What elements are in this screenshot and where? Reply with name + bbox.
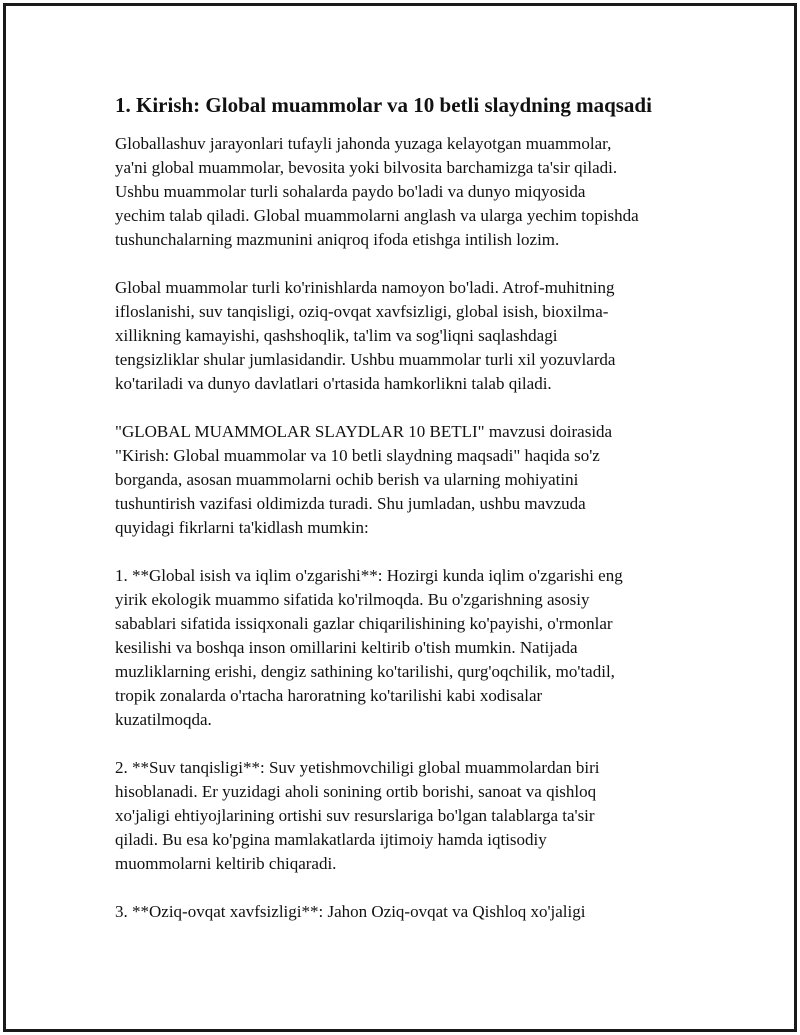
list-item-global-warming: 1. **Global isish va iqlim o'zgarishi**: Hozirgi kunda iqlim o'zgarishi eng yirik ekologik muammo sifatida ko'rilmoqda. Bu o'zgarishning asosiy sabablari sifatida issiqxonali gazlar chiqarilishining ko'payishi, o'rmonlar kesilishi va boshqa inson omillarini keltirib o'tish mumkin. Natijada muzliklarning erishi, dengiz sathining ko'tarilishi, qurg'oqchilik, mo'tadil, tropik zonalarda o'rtacha haroratning ko'tarilishi kabi xodisalar kuzatilmoqda. [115,566,623,729]
paragraph-intro: Globallashuv jarayonlari tufayli jahonda yuzaga kelayotgan muammolar, ya'ni global muammolar, bevosita yoki bilvosita barchamizga ta'sir qiladi. Ushbu muammolar turli sohalarda paydo bo'ladi va dunyo miqyosida yechim talab qiladi. Global muammolarni anglash va ularga yechim topishda tushunchalarning mazmunini aniqroq ifoda etishga intilish lozim. [115,134,639,249]
paragraph-topic: "GLOBAL MUAMMOLAR SLAYDLAR 10 BETLI" mavzusi doirasida "Kirish: Global muammolar va 10 betli slaydning maqsadi" haqida so'z borganda, asosan muammolarni ochib berish va ularning mohiyatini tushuntirish vazifasi oldimizda turadi. Shu jumladan, ushbu mavzuda quyidagi fikrlarni ta'kidlash mumkin: [115,422,613,537]
document-body [115,92,695,948]
document-title: 1. Kirish: Global muammolar va 10 betli slaydning maqsadi [115,93,652,117]
list-item-water-scarcity: 2. **Suv tanqisligi**: Suv yetishmovchiligi global muammolardan biri hisoblanadi. Er yuzidagi aholi sonining ortib borishi, sanoat va qishloq xo'jaligi ehtiyojlarining ortishi suv resurslariga bo'lgan talablarga ta'sir qiladi. Bu esa ko'pgina mamlakatlarda ijtimoiy hamda iqtisodiy muommolarni keltirib chiqaradi. [115,758,600,873]
list-item-food-security: 3. **Oziq-ovqat xavfsizligi**: Jahon Oziq-ovqat va Qishloq xo'jaligi [115,902,586,921]
paragraph-forms: Global muammolar turli ko'rinishlarda namoyon bo'ladi. Atrof-muhitning ifloslanishi, suv tanqisligi, oziq-ovqat xavfsizligi, global isish, bioxilma- xillikning kamayishi, qashshoqlik, ta'lim va sog'liqni saqlashdagi tengsizliklar shular jumlasidandir. Ushbu muammolar turli xil yozuvlarda ko'tariladi va dunyo davlatlari o'rtasida hamkorlikni talab qiladi. [115,278,616,393]
